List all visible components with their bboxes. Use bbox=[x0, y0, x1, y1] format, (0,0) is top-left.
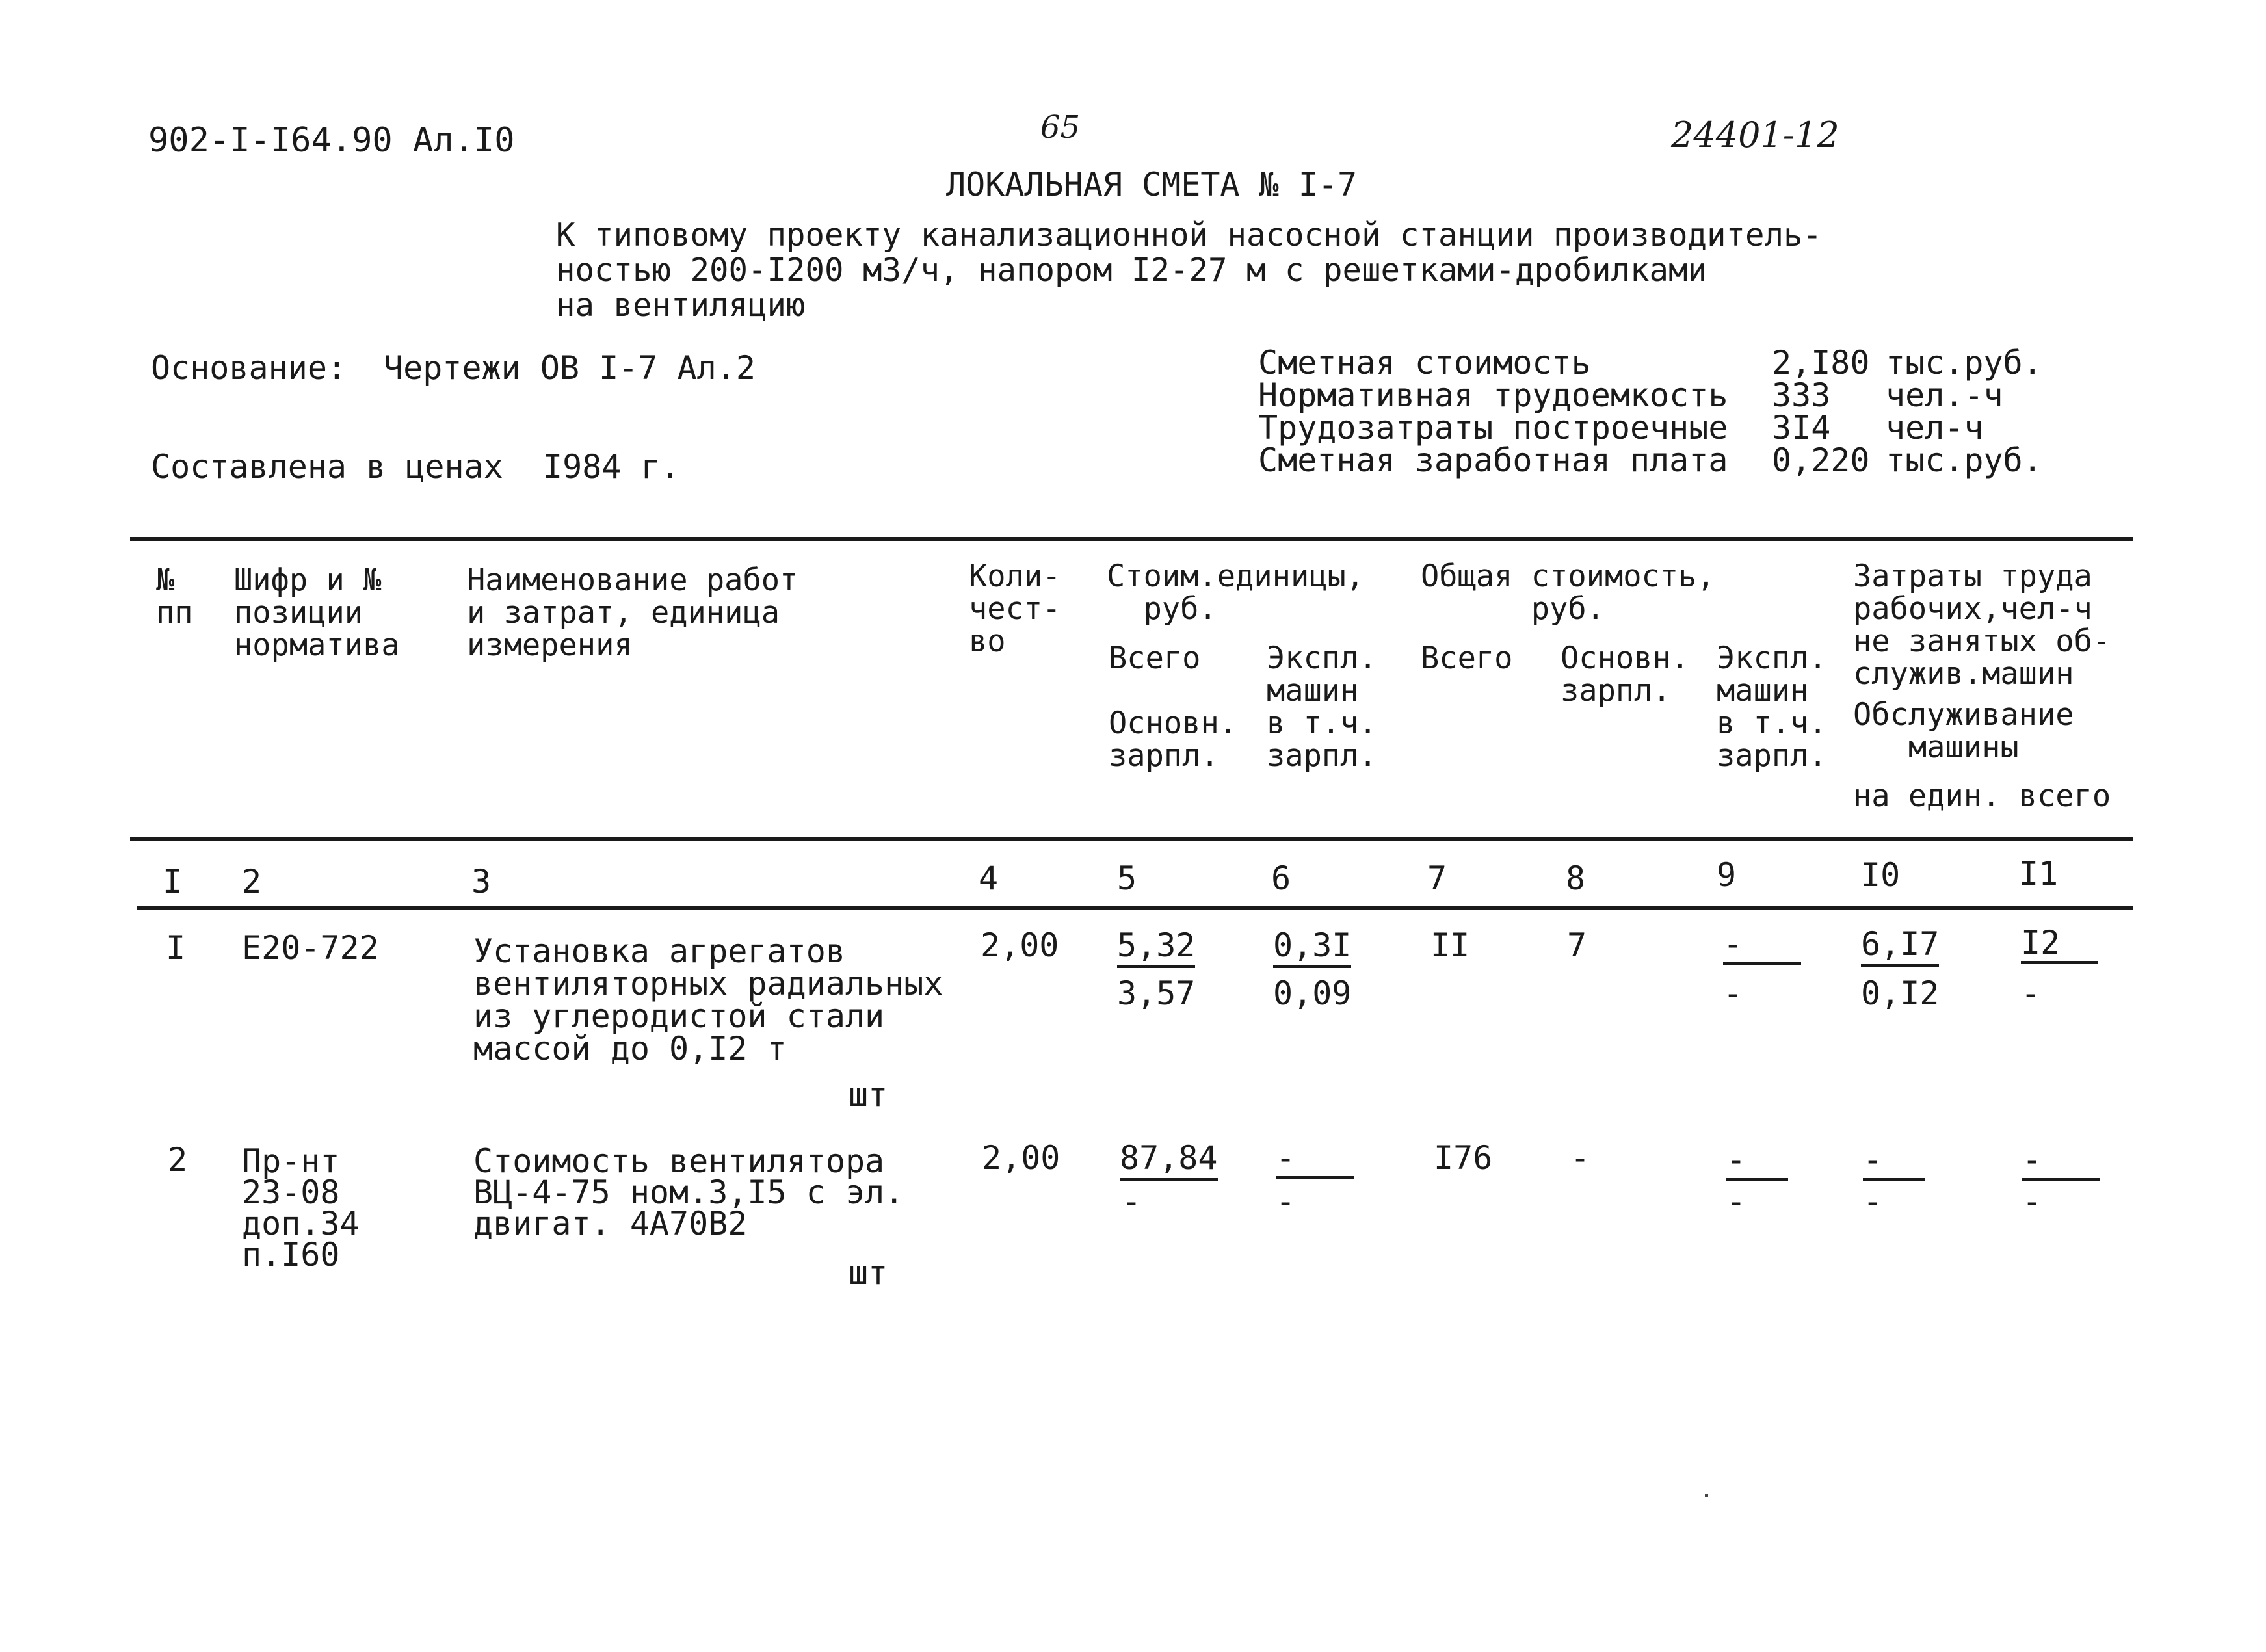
row-labor-unit-value: 6,I7 bbox=[1861, 925, 1939, 967]
row-unit-machines bbox=[1276, 1141, 1354, 1179]
row-labor-unit-value: - bbox=[1863, 1143, 1925, 1181]
row-total: II bbox=[1430, 926, 1470, 964]
subtitle-line: на вентиляцию bbox=[556, 287, 806, 324]
summary-unit: чел-ч bbox=[1886, 409, 1984, 447]
document-title: ЛОКАЛЬНАЯ СМЕТА № I-7 bbox=[946, 166, 1358, 203]
row-total-machines-value: - bbox=[1726, 1143, 1788, 1181]
page-number: 65 bbox=[1040, 109, 1081, 146]
basis-label: Основание: bbox=[151, 349, 347, 387]
row-num: I bbox=[166, 929, 186, 967]
summary-value: 2,I80 bbox=[1772, 344, 1870, 382]
col-header-total-cost: Общая стоимость, руб. bbox=[1421, 558, 1715, 627]
col-header-qty: Коли- чест- во bbox=[969, 558, 1061, 659]
row-unit-total-value: 5,32 bbox=[1117, 926, 1195, 968]
row-labor-unit-machines: - bbox=[1863, 1183, 1883, 1220]
row-qty: 2,00 bbox=[981, 926, 1059, 964]
summary-label: Сметная стоимость bbox=[1258, 344, 1591, 382]
summary-label: Нормативная трудоемкость bbox=[1258, 376, 1728, 414]
col-number: 6 bbox=[1271, 859, 1291, 897]
col-number: 5 bbox=[1117, 859, 1137, 897]
table-header-bottom-rule bbox=[130, 837, 2133, 841]
row-labor-total-machines: - bbox=[2022, 1183, 2042, 1220]
document-code: 902-I-I64.90 Ал.I0 bbox=[148, 121, 515, 160]
col-header-total-machines: Экспл. машин в т.ч. зарпл. bbox=[1717, 640, 1827, 774]
row-total-machines bbox=[1726, 1143, 1788, 1181]
col-header-unit-machines: Экспл. машин в т.ч. зарпл. bbox=[1267, 640, 1377, 774]
row-unit-machines-wage: 0,09 bbox=[1273, 975, 1352, 1012]
row-total-machines-wage: - bbox=[1723, 975, 1743, 1012]
row-code: Е20-722 bbox=[242, 929, 379, 967]
col-header-total: Всего bbox=[1421, 640, 1513, 676]
row-unit-total-value: 87,84 bbox=[1120, 1139, 1218, 1181]
row-total-machines-wage: - bbox=[1726, 1183, 1746, 1220]
col-number: 3 bbox=[471, 863, 492, 900]
col-header-name: Наименование работ и затрат, единица измерения bbox=[467, 562, 798, 663]
row-unit-wage: 3,57 bbox=[1117, 975, 1196, 1012]
row-name: Установка агрегатов вентиляторных радиальных из углеродистой стали массой до 0,I2 т bbox=[473, 932, 943, 1068]
col-number: I bbox=[163, 863, 183, 900]
row-unit-machines-wage: - bbox=[1276, 1183, 1296, 1220]
row-total-machines bbox=[1723, 927, 1801, 965]
row-qty: 2,00 bbox=[982, 1139, 1061, 1177]
row-num: 2 bbox=[168, 1141, 188, 1179]
col-header-labor-service: Обслуживание машины bbox=[1853, 697, 2074, 765]
row-unit: шт bbox=[849, 1254, 888, 1292]
summary-unit: чел.-ч bbox=[1886, 376, 2003, 414]
row-unit: шт bbox=[849, 1076, 888, 1114]
col-number: I1 bbox=[2019, 855, 2059, 893]
subtitle-line: ностью 200-I200 м3/ч, напором I2-27 м с решетками-дробилками bbox=[556, 252, 1707, 289]
row-labor-total-value: I2 bbox=[2021, 926, 2098, 964]
col-number: 4 bbox=[979, 859, 999, 897]
row-labor-total bbox=[2022, 1143, 2100, 1181]
row-code: Пр-нт 23-08 доп.34 п.I60 bbox=[242, 1142, 360, 1274]
row-unit-wage: - bbox=[1122, 1183, 1142, 1220]
scan-speck bbox=[1705, 1494, 1708, 1497]
row-labor-total-value: - bbox=[2022, 1143, 2100, 1181]
table-top-rule bbox=[130, 537, 2133, 541]
prices-year-value: I984 г. bbox=[543, 448, 680, 486]
row-unit-machines-value: 0,3I bbox=[1273, 926, 1351, 968]
col-number: 8 bbox=[1566, 859, 1586, 897]
summary-value: 0,220 bbox=[1772, 441, 1870, 479]
col-number: 2 bbox=[242, 863, 262, 900]
row-unit-total bbox=[1117, 928, 1195, 962]
prices-year-label: Составлена в ценах bbox=[151, 448, 503, 486]
basis-value: Чертежи ОВ I-7 Ал.2 bbox=[384, 349, 756, 387]
col-number: 7 bbox=[1427, 859, 1447, 897]
col-number: 9 bbox=[1717, 856, 1737, 894]
inventory-number: 24401-12 bbox=[1671, 114, 1839, 155]
row-labor-unit bbox=[1861, 927, 1939, 961]
summary-value: 333 bbox=[1772, 376, 1831, 414]
column-numbers-rule bbox=[137, 906, 2133, 910]
row-total-machines-value: - bbox=[1723, 927, 1801, 965]
row-labor-total-machines: - bbox=[2021, 975, 2041, 1012]
col-header-total-wage: Основн. зарпл. bbox=[1561, 640, 1690, 709]
subtitle-line: К типовому проекту канализационной насосной станции производитель- bbox=[556, 216, 1823, 254]
row-unit-total bbox=[1120, 1141, 1218, 1175]
summary-value: 3I4 bbox=[1772, 409, 1831, 447]
row-labor-total bbox=[2021, 926, 2098, 964]
col-header-labor-per: на един. всего bbox=[1853, 778, 2111, 814]
col-number: I0 bbox=[1861, 856, 1901, 894]
subtitle bbox=[556, 218, 1822, 323]
col-header-unit-total: Всего Основн. зарпл. bbox=[1109, 640, 1238, 774]
row-unit-machines bbox=[1273, 928, 1351, 962]
col-header-labor: Затраты труда рабочих,чел-ч не занятых об- служив.машин bbox=[1853, 558, 2111, 692]
col-header-unit-cost: Стоим.единицы, руб. bbox=[1107, 558, 1365, 627]
row-total-wage: - bbox=[1570, 1139, 1590, 1177]
row-unit-machines-value: - bbox=[1276, 1141, 1354, 1179]
summary-unit: тыс.руб. bbox=[1886, 441, 2042, 479]
summary-label: Сметная заработная плата bbox=[1258, 441, 1728, 479]
row-total: I76 bbox=[1434, 1139, 1493, 1177]
row-name: Стоимость вентилятора ВЦ-4-75 ном.3,I5 с эл. двигат. 4А70В2 bbox=[473, 1142, 904, 1242]
col-header-code: Шифр и № позиции норматива bbox=[234, 562, 400, 663]
row-labor-unit-machines: 0,I2 bbox=[1861, 975, 1940, 1012]
summary-label: Трудозатраты построечные bbox=[1258, 409, 1728, 447]
row-labor-unit bbox=[1863, 1143, 1925, 1181]
summary-unit: тыс.руб. bbox=[1886, 344, 2042, 382]
col-header-num: № пп bbox=[156, 562, 193, 631]
row-total-wage: 7 bbox=[1567, 926, 1587, 964]
